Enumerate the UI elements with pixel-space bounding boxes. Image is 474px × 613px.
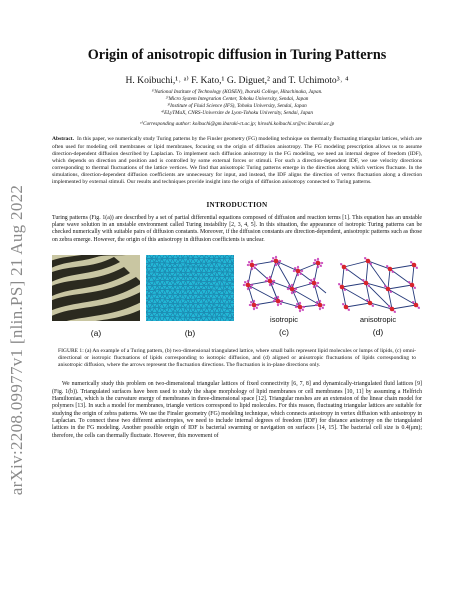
lipid-ball (223, 312, 226, 315)
lipid-ball (212, 293, 215, 296)
lipid-ball (197, 312, 200, 315)
vertex-dot (412, 263, 417, 268)
lipid-ball (195, 280, 198, 283)
lipid-ball (228, 293, 231, 296)
lipid-ball (203, 266, 206, 269)
lipid-ball (153, 298, 156, 301)
lipid-ball (220, 280, 223, 283)
panel-label-d: (d) (372, 327, 384, 338)
intro-paragraph-2: We numerically study this problem on two-dimensional triangular lattices of fixed connectivity [6, 7, 8] and dynamically-triangulated fluid lattices [9] (Fig. 1(b)). Triangulated surfaces have been used to study the shape morphology of lipid membranes or cell membranes [10, 11] by assuming a Helfrich Hamiltonian, which is the curvature energy of membranes in three-dimensional space [12]. Triangular meshes are an extension of the linear chain model for polymers [13]. In such a model for membranes, triangle vertices correspond to lipid molecules. For this reason, fluctuating triangular lattices are suitable for studying the origin of zebra patterns. We use the Finsler geometry (FG) modeling technique, which connects anisotropy in vertex diffusion with anisotropy in Laplacian. To connect these two different anisotropies, we need to include internal degrees of freedom (IDF) for distance anisotropy on the triangulated lattices in the FG modeling. Another possible origin of IDF is bacterial swarming or navigation on surfaces [14, 15]. The bacterial cell size is 0.4(μm); therefore, the cells can thermally fluctuate. However, this movement of (52, 381, 422, 439)
vertex-dot (274, 259, 279, 264)
vertex-dot (316, 261, 321, 266)
lipid-ball (218, 302, 221, 305)
lipid-ball (189, 280, 192, 283)
lipid-ball (150, 275, 153, 278)
lipid-ball (164, 271, 167, 274)
lipid-ball (226, 262, 229, 265)
lipid-ball (223, 293, 226, 296)
lipid-ball (213, 275, 216, 278)
lipid-ball (200, 316, 203, 319)
vertex-dot (250, 263, 255, 268)
lipid-ball (161, 266, 164, 269)
vertex-dot (368, 301, 373, 306)
lipid-ball (174, 271, 177, 274)
lipid-ball (192, 257, 195, 260)
vertex-dot (366, 259, 371, 264)
lipid-ball (229, 311, 232, 314)
lipid-ball (197, 266, 200, 269)
lipid-ball (218, 285, 221, 288)
lipid-ball (169, 262, 172, 265)
lipid-ball (147, 280, 150, 283)
lipid-ball (156, 293, 159, 296)
lipid-ball (205, 262, 208, 265)
vertex-dot (276, 299, 281, 304)
lipid-ball (215, 289, 218, 292)
lipid-ball (203, 294, 206, 297)
lipid-ball (226, 271, 229, 274)
lipid-ball (182, 312, 185, 315)
lipid-ball (169, 279, 172, 282)
vertex-dot (410, 283, 415, 288)
lipid-ball (216, 280, 219, 283)
lipid-ball (206, 307, 209, 310)
lipid-ball (148, 262, 151, 265)
lipid-ball (192, 293, 195, 296)
lipid-ball (198, 258, 201, 261)
triangulated-lattice-image (146, 255, 234, 321)
lipid-ball (228, 303, 231, 306)
section-heading-introduction: INTRODUCTION (206, 200, 268, 209)
lipid-ball (153, 261, 156, 264)
lipid-ball (195, 271, 198, 274)
lipid-ball (174, 262, 177, 265)
lipid-ball (212, 303, 215, 306)
lipid-ball (207, 267, 210, 270)
vertex-dot (386, 287, 391, 292)
lipid-ball (176, 266, 179, 269)
lipid-ball (173, 316, 176, 319)
lipid-ball (213, 258, 216, 261)
lipid-ball (210, 280, 213, 283)
lipid-ball (186, 275, 189, 278)
lipid-ball (223, 285, 226, 288)
lipid-ball (184, 280, 187, 283)
lipid-ball (200, 288, 203, 291)
lipid-ball (174, 307, 177, 310)
lipid-ball (208, 275, 211, 278)
vertex-dot (252, 303, 257, 308)
lipid-ball (163, 308, 166, 311)
lipid-ball (171, 257, 174, 260)
lipid-ball (151, 285, 154, 288)
lipid-ball (182, 266, 185, 269)
lipid-ball (151, 311, 154, 314)
lipid-ball (221, 289, 224, 292)
lipid-ball (226, 280, 229, 283)
lipid-ball (181, 293, 184, 296)
lipid-ball (148, 298, 151, 301)
lipid-ball (164, 289, 167, 292)
lipid-ball (171, 275, 174, 278)
arxiv-stamp-text: arXiv:2208.09977v1 [nlin.PS] 21 Aug 2022 (7, 184, 27, 496)
lipid-ball (166, 294, 169, 297)
vertex-dot (364, 281, 369, 286)
lipid-ball (147, 271, 150, 274)
lipid-ball (184, 271, 187, 274)
lipid-ball (231, 280, 234, 283)
lipid-ball (213, 285, 216, 288)
lipid-ball (166, 266, 169, 269)
lipid-ball (153, 280, 156, 283)
lipid-ball (158, 316, 161, 319)
lipid-ball (179, 289, 182, 292)
lipid-ball (179, 316, 182, 319)
lipid-ball (184, 307, 187, 310)
lipid-ball (189, 316, 192, 319)
lipid-ball (153, 316, 156, 319)
isotropic-fluctuation-diagram (240, 255, 328, 313)
lipid-ball (211, 262, 214, 265)
lipid-ball (161, 285, 164, 288)
lipid-ball (179, 262, 182, 265)
lipid-ball (211, 316, 214, 319)
lipid-ball (158, 262, 161, 265)
lipid-ball (177, 258, 180, 261)
affiliations (52, 89, 422, 128)
lipid-ball (203, 311, 206, 314)
lipid-ball (226, 288, 229, 291)
lipid-ball (205, 288, 208, 291)
lipid-ball (210, 298, 213, 301)
lipid-ball (171, 266, 174, 269)
lipid-ball (156, 266, 159, 269)
affiliation-line: ⁴⁾ELyTMaX, CNRS-Universite de Lyon-Tohoku University, Sendai, Japan (161, 110, 313, 117)
lipid-ball (231, 262, 234, 265)
lipid-ball (154, 289, 157, 292)
lipid-ball (193, 285, 196, 288)
lipid-ball (148, 307, 151, 310)
lipid-ball (215, 262, 218, 265)
lipid-ball (205, 298, 208, 301)
lipid-ball (221, 262, 224, 265)
lipid-ball (218, 267, 221, 270)
lipid-ball (223, 303, 226, 306)
lipid-ball (166, 257, 169, 260)
lipid-ball (203, 284, 206, 287)
lipid-ball (206, 280, 209, 283)
lipid-ball (182, 285, 185, 288)
lipid-ball (211, 307, 214, 310)
lipid-ball (158, 271, 161, 274)
lipid-ball (228, 284, 231, 287)
lipid-ball (166, 285, 169, 288)
figure-1 (52, 255, 422, 338)
author-list: H. Koibuchi,¹˒ ᵃ⁾ F. Kato,¹ G. Diguet,² and T. Uchimoto³˒ ⁴ (125, 75, 349, 86)
lipid-ball (228, 266, 231, 269)
vertex-dot (246, 283, 251, 288)
lipid-ball (213, 267, 216, 270)
abstract (52, 136, 422, 185)
abstract-text: In this paper, we numerically study Turing patterns by the Finsler geometry (FG) modeling technique on thermally fluctuating triangular lattices, which are often used for modeling cell membranes or lipid membranes, focusing on the origin of diffusion anisotropy. The FG modeling prescription allows us to assume direction-dependent diffusion described by Laplacian. To implement such diffusion anisotropy in the FG modeling, we need an internal degree of freedom (IDF), which depends on direction and position and is controlled by some external forces or stimuli. For such a direction-dependent IDF, we use velocity directions corresponding to thermal fluctuations of the lattice vertices. We find that anisotropic Turing patterns emerge in the direction along which vertices fluctuate. In the simulations, direction-dependent diffusion coefficients are unnecessary for input, and instead, the IDF aligns the direction of vertex fluctuation along a direction implemented by external stimuli. Our results and techniques provide insight into the origin of diffusion anisotropy connected to Turing patterns. (52, 136, 422, 185)
lipid-ball (163, 315, 166, 318)
lipid-ball (216, 298, 219, 301)
figure-1-caption: FIGURE 1: (a) An example of a Turing pattern, (b) two-dimensional triangulated lattice, where small balls represent lipid molecules or lumps of lipids, (c) omni-directional or isotropic fluctuations of lipids corresponding to isotropic diffusion, and (d) aligned or anisotropic fluctuations of lipids corresponding to anisotropic diffusion, where the arrows represent the fluctuation directions. The fluctuation is in-plane directions only. (58, 348, 416, 369)
lipid-ball (192, 266, 195, 269)
lipid-ball (208, 257, 211, 260)
lipid-ball (207, 293, 210, 296)
lipid-ball (190, 271, 193, 274)
figure-panel-a (52, 255, 140, 338)
lipid-ball (161, 293, 164, 296)
vertex-dot (268, 279, 273, 284)
lipid-ball (200, 271, 203, 274)
lipid-ball (184, 289, 187, 292)
lipid-ball (168, 306, 171, 309)
lipid-ball (215, 270, 218, 273)
lipid-ball (197, 276, 200, 279)
lipid-ball (177, 294, 180, 297)
vertex-dot (388, 267, 393, 272)
lipid-ball (187, 266, 190, 269)
lipid-ball (155, 258, 158, 261)
lipid-ball (158, 288, 161, 291)
lipid-ball (163, 280, 166, 283)
lipid-ball (192, 276, 195, 279)
anisotropic-fluctuation-diagram (334, 255, 422, 313)
paper-page (52, 46, 422, 440)
lipid-ball (176, 303, 179, 306)
lipid-ball (181, 257, 184, 260)
lipid-ball (172, 311, 175, 314)
lipid-ball (150, 293, 153, 296)
lipid-ball (192, 312, 195, 315)
lipid-ball (218, 257, 221, 260)
lipid-ball (150, 257, 153, 260)
lipid-ball (231, 271, 234, 274)
lipid-ball (180, 271, 183, 274)
vertex-dot (340, 285, 345, 290)
vertex-dot (344, 305, 349, 310)
lipid-ball (195, 262, 198, 265)
lipid-ball (189, 263, 192, 266)
lipid-ball (179, 307, 182, 310)
lipid-ball (224, 276, 227, 279)
lipid-ball (207, 284, 210, 287)
vertex-dot (390, 307, 395, 312)
anisotropic-label: anisotropic (359, 315, 397, 325)
lipid-ball (161, 302, 164, 305)
lipid-ball (195, 317, 198, 320)
lipid-ball (220, 298, 223, 301)
lipid-ball (161, 311, 164, 314)
lipid-ball (197, 284, 200, 287)
vertex-dot (296, 269, 301, 274)
lipid-ball (226, 298, 229, 301)
lipid-ball (208, 312, 211, 315)
lipid-ball (226, 307, 229, 310)
lipid-ball (200, 280, 203, 283)
vertex-dot (414, 303, 419, 308)
lipid-ball (180, 279, 183, 282)
lipid-ball (228, 275, 231, 278)
lipid-ball (169, 289, 172, 292)
lipid-ball (194, 298, 197, 301)
lipid-ball (210, 289, 213, 292)
lipid-ball (190, 288, 193, 291)
paper-title: Origin of anisotropic diffusion in Turing Patterns (87, 47, 387, 63)
figure-panel-b (146, 255, 234, 338)
panel-label-b: (b) (184, 328, 196, 339)
lipid-ball (158, 307, 161, 310)
vertex-dot (318, 303, 323, 308)
lipid-ball (208, 302, 211, 305)
vertex-dot (298, 305, 303, 310)
lipid-ball (184, 316, 187, 319)
lipid-ball (169, 298, 172, 301)
lipid-ball (231, 316, 234, 319)
lipid-ball (171, 293, 174, 296)
lipid-ball (172, 302, 175, 305)
lipid-ball (189, 307, 192, 310)
affiliation-line: ³⁾Institute of Fluid Science (IFS), Tohoku University, Sendai, Japan (167, 103, 307, 110)
lipid-ball (187, 303, 190, 306)
lipid-ball (200, 297, 203, 300)
lipid-ball (156, 311, 159, 314)
lipid-ball (176, 311, 179, 314)
lipid-ball (200, 262, 203, 265)
lipid-ball (224, 267, 227, 270)
panel-label-a: (a) (90, 328, 102, 339)
lipid-ball (189, 298, 192, 301)
lipid-ball (186, 293, 189, 296)
lipid-ball (187, 311, 190, 314)
zebra-pattern-image (52, 255, 140, 321)
lipid-ball (184, 262, 187, 265)
lipid-ball (205, 272, 208, 275)
lipid-ball (202, 276, 205, 279)
lipid-ball (186, 284, 189, 287)
vertex-dot (290, 287, 295, 292)
lipid-ball (153, 306, 156, 309)
lipid-ball (213, 312, 216, 315)
lipid-ball (161, 275, 164, 278)
lipid-ball (159, 279, 162, 282)
lipid-ball (167, 303, 170, 306)
lipid-ball (164, 298, 167, 301)
lipid-ball (148, 290, 151, 293)
lipid-ball (220, 307, 223, 310)
lipid-ball (202, 302, 205, 305)
lipid-ball (194, 307, 197, 310)
lipid-ball (168, 271, 171, 274)
lipid-ball (223, 257, 226, 260)
lipid-ball (231, 298, 234, 301)
lipid-ball (151, 267, 154, 270)
lipid-ball (182, 275, 185, 278)
lipid-ball (192, 303, 195, 306)
lipid-ball (218, 275, 221, 278)
lipid-ball (173, 298, 176, 301)
lipid-ball (197, 302, 200, 305)
lipid-ball (148, 316, 151, 319)
intro-paragraph-1: Turing patterns (Fig. 1(a)) are described by a set of partial differential equations composed of diffusion and reaction terms [1]. This equation has an unstable plane wave solution in an unstable environment called Turing instability [2, 3, 4, 5]. In this situation, the appearance of isotropic Turing patterns can be checked numerically with suitable pairs of diffusion constants. Moreover, if the diffusion constants are direction-dependent, anisotropic patterns such as those on zebra emerge. However, the origin of this anisotropy in diffusion coefficients is unclear. (52, 214, 422, 243)
arxiv-stamp (6, 120, 28, 560)
lipid-ball (161, 258, 164, 261)
lipid-ball (231, 307, 234, 310)
lipid-ball (172, 285, 175, 288)
lipid-ball (211, 271, 214, 274)
affiliation-line: ²⁾Micro System Integration Center, Tohoku University, Sendai, Japan (165, 96, 309, 103)
lipid-ball (176, 275, 179, 278)
isotropic-label: isotropic (270, 315, 298, 325)
lipid-ball (156, 302, 159, 305)
lipid-ball (215, 316, 218, 319)
lipid-ball (216, 306, 219, 309)
lipid-ball (151, 303, 154, 306)
lipid-ball (174, 289, 177, 292)
lipid-ball (229, 257, 232, 260)
lipid-ball (203, 257, 206, 260)
lipid-ball (176, 284, 179, 287)
lipid-ball (159, 298, 162, 301)
lipid-ball (163, 262, 166, 265)
lipid-ball (194, 289, 197, 292)
lipid-ball (220, 316, 223, 319)
lipid-ball (200, 307, 203, 310)
lipid-ball (174, 280, 177, 283)
lipid-ball (166, 312, 169, 315)
lipid-ball (232, 290, 234, 293)
figure-panel-d (334, 255, 422, 338)
lipid-ball (218, 293, 221, 296)
lipid-ball (156, 285, 159, 288)
corresponding-author: ᵃ⁾Corresponding author: koibuchi@gm.ibaraki-ct.ac.jp; hiroshi.koibuchi.xr@vc.ibaraki.ac.jp (139, 121, 335, 128)
lipid-ball (218, 312, 221, 315)
lipid-ball (156, 276, 159, 279)
lipid-ball (221, 271, 224, 274)
lipid-ball (187, 257, 190, 260)
lipid-ball (181, 303, 184, 306)
lipid-ball (153, 271, 156, 274)
lipid-ball (226, 316, 229, 319)
abstract-label: Abstract. (52, 136, 75, 143)
vertex-dot (342, 265, 347, 270)
affiliation-line: ¹⁾National Institute of Technology (KOSEN), Ibaraki College, Hitachinaka, Japan. (151, 89, 323, 95)
lipid-ball (185, 298, 188, 301)
lipid-ball (166, 275, 169, 278)
vertex-dot (312, 281, 317, 286)
lipid-ball (179, 298, 182, 301)
figure-panel-c (240, 255, 328, 338)
lipid-ball (205, 316, 208, 319)
lipid-ball (197, 293, 200, 296)
panel-label-c: (c) (279, 327, 289, 338)
lipid-ball (169, 316, 172, 319)
